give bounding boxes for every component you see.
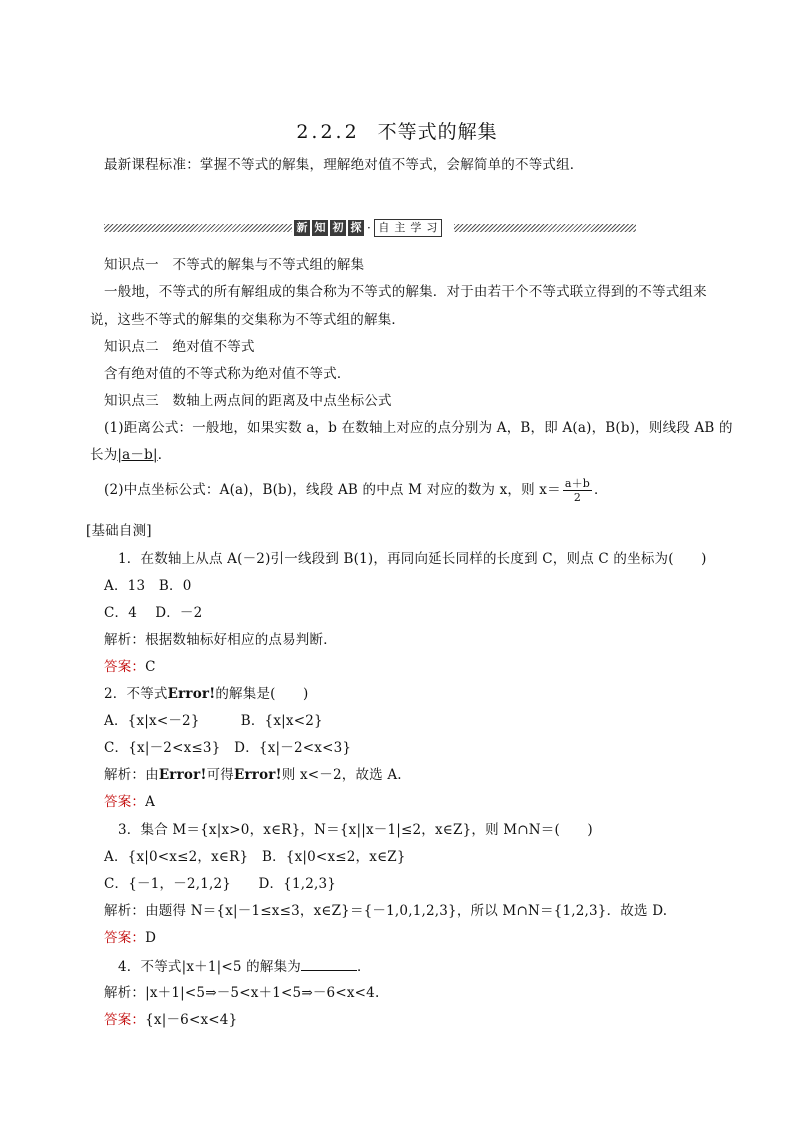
question-1-options-cd: C．4 D．－2 — [104, 605, 203, 621]
answer-blank — [301, 956, 357, 971]
answer-value: D — [145, 930, 157, 946]
question-2-answer — [104, 792, 155, 812]
answer-label: 答案： — [104, 794, 146, 810]
banner-sub-chip: 自 — [378, 221, 390, 234]
fraction-numerator: a＋b — [564, 477, 591, 490]
analysis-text: 则 x<－2，故选 A. — [281, 767, 402, 783]
answer-label: 答案： — [104, 1012, 146, 1028]
distance-text: 长为 — [90, 447, 118, 463]
question-2-options-cd: C．{x|－2<x≤3} D．{x|－2<x<3} — [104, 740, 352, 756]
banner-chip: 探 — [348, 220, 364, 236]
error-text: Error! — [158, 767, 207, 783]
fraction-denominator: 2 — [573, 491, 582, 504]
banner-chip: 新 — [294, 220, 310, 236]
midpoint-text: (2)中点坐标公式：A(a)，B(b)，线段 AB 的中点 M 对应的数为 x，则 x＝ — [104, 482, 561, 498]
basic-self-test-heading: [基础自测] — [86, 523, 152, 539]
page-title — [0, 117, 794, 144]
period: ． — [356, 959, 371, 975]
stem-text: 2．不等式 — [104, 686, 168, 702]
question-3-analysis: 解析：由题得 N＝{x|－1≤x≤3，x∈Z}＝{－1,0,1,2,3}，所以 M∩N＝{1,2,3}．故选 D. — [104, 903, 668, 919]
knowledge-point-2-text: 含有绝对值的不等式称为绝对值不等式． — [104, 366, 351, 382]
knowledge-point-3-heading: 知识点三 数轴上两点间的距离及中点坐标公式 — [104, 393, 392, 409]
midpoint-formula — [104, 474, 608, 506]
curriculum-standard: 最新课程标准：掌握不等式的解集，理解绝对值不等式，会解简单的不等式组． — [104, 157, 584, 173]
banner-hatch-left — [104, 224, 292, 232]
question-4-analysis: 解析：|x＋1|<5⇒－5<x＋1<5⇒－6<x<4. — [104, 985, 380, 1001]
knowledge-point-2-heading: 知识点二 绝对值不等式 — [104, 339, 255, 355]
error-text: Error! — [167, 686, 216, 702]
question-3-options-ab: A．{x|0<x≤2，x∈R} B．{x|0<x≤2，x∈Z} — [104, 849, 406, 865]
question-4-answer — [104, 1010, 237, 1030]
title-number: 2.2.2 — [296, 121, 360, 143]
question-1-analysis: 解析：根据数轴标好相应的点易判断． — [104, 632, 337, 648]
question-4-stem — [118, 956, 371, 977]
question-2-stem — [104, 684, 309, 704]
period: ． — [157, 447, 172, 463]
question-3-options-cd: C．{－1，－2,1,2} D．{1,2,3} — [104, 876, 337, 892]
analysis-text: 解析：由 — [104, 767, 159, 783]
analysis-text: 可得 — [206, 767, 234, 783]
distance-formula: (1)距离公式：一般地，如果实数 a，b 在数轴上对应的点分别为 A，B，即 A(a)，B(b)，则线段 AB 的 — [104, 420, 733, 436]
question-1-stem: 1．在数轴上从点 A(－2)引一线段到 B(1)，再同向延长同样的长度到 C，则点 C 的坐标为( ) — [118, 551, 707, 567]
banner-chip: 知 — [312, 220, 328, 236]
banner-sub-chip: 主 — [394, 221, 406, 234]
answer-label: 答案： — [104, 930, 146, 946]
answer-value: {x|－6<x<4} — [145, 1012, 238, 1028]
banner-dot: · — [367, 221, 371, 235]
stem-text: 4．不等式|x＋1|<5 的解集为 — [118, 959, 301, 975]
banner-label — [294, 219, 442, 237]
stem-text: 的解集是( ) — [215, 686, 309, 702]
knowledge-point-1-text: 一般地，不等式的所有解组成的集合称为不等式的解集．对于由若干个不等式联立得到的不等式组来 — [104, 284, 707, 300]
banner-sub-chip: 习 — [426, 221, 438, 234]
answer-label: 答案： — [104, 659, 146, 675]
answer-value: C — [145, 659, 156, 675]
question-3-answer — [104, 928, 156, 948]
section-banner — [104, 219, 636, 237]
title-text: 不等式的解集 — [377, 121, 498, 143]
answer-value: A — [145, 794, 156, 810]
question-1-answer — [104, 657, 156, 677]
knowledge-point-1-text-cont: 说，这些不等式的解集的交集称为不等式组的解集． — [90, 312, 406, 328]
period: ． — [594, 482, 608, 498]
banner-sub-chip: 学 — [410, 221, 422, 234]
banner-sub — [374, 219, 442, 237]
distance-answer: |a－b| — [117, 447, 158, 463]
banner-chip: 初 — [330, 220, 346, 236]
question-1-options-ab: A．13 B．0 — [104, 578, 192, 594]
question-2-analysis — [104, 765, 402, 785]
midpoint-fraction — [563, 477, 592, 504]
question-3-stem: 3．集合 M＝{x|x>0，x∈R}，N＝{x||x－1|≤2，x∈Z}，则 M∩N＝( ) — [118, 822, 593, 838]
error-text: Error! — [233, 767, 282, 783]
banner-hatch-right — [454, 224, 636, 232]
knowledge-point-1-heading: 知识点一 不等式的解集与不等式组的解集 — [104, 257, 365, 273]
question-2-options-ab: A．{x|x<－2} B．{x|x<2} — [104, 713, 323, 729]
distance-formula-cont — [90, 445, 171, 465]
